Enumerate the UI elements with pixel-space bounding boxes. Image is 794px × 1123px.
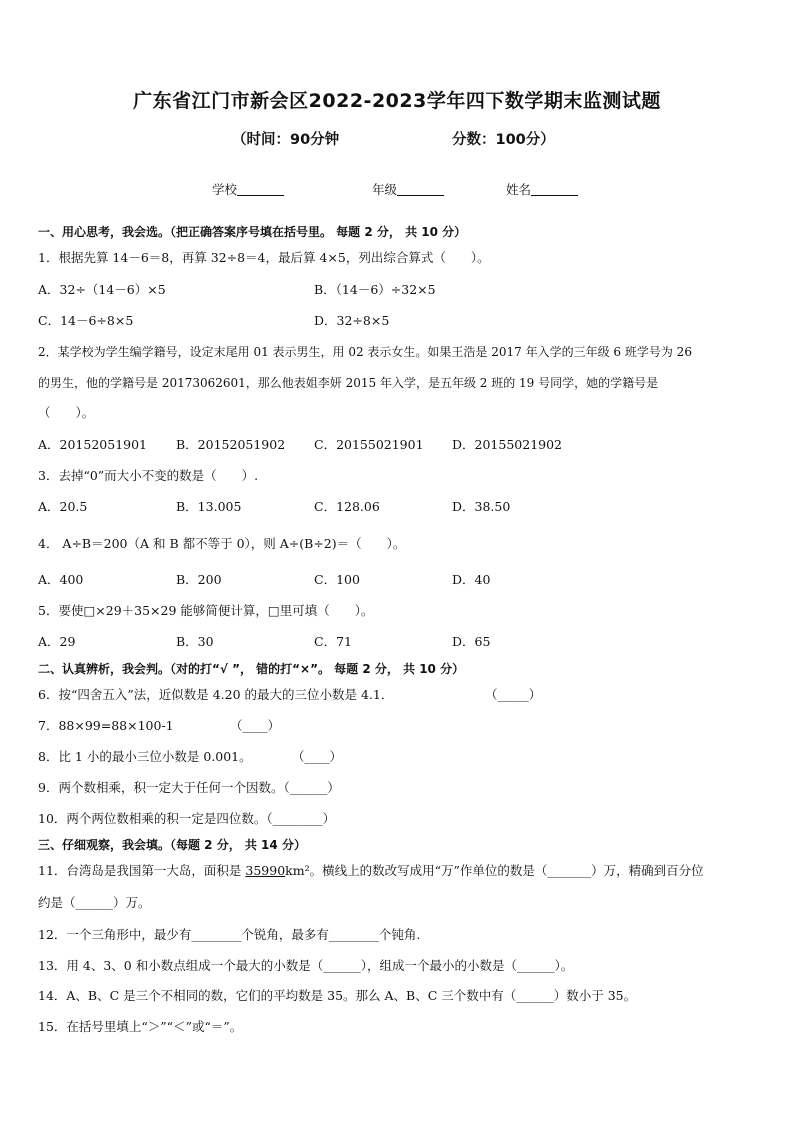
q2-option-d[interactable]: D．20155021902 [452,437,563,452]
q5-option-b[interactable]: B．30 [176,634,214,649]
section3-heading: 三、仔细观察，我会填。（每题 2 分， 共 14 分） [38,838,306,852]
time-label: （时间：90分钟 [232,132,340,148]
name-blank[interactable] [531,182,578,196]
q5-option-a[interactable]: A．29 [38,634,76,649]
q2-option-a[interactable]: A．20152051901 [38,437,148,452]
grade-field: 年级 [372,180,444,198]
name-field: 姓名 [506,180,578,198]
question-11-line2: 约是（______）万。 [38,895,151,910]
q7-answer-blank[interactable]: （____） [230,718,281,733]
question-15: 15．在括号里填上“＞”“＜”或“＝”。 [38,1019,243,1034]
question-2-line2: 的男生，他的学籍号是 20173062601，那么他表姐李妍 2015 年入学，是五年级 2 班的 19 号同学，她的学籍号是 [38,376,659,390]
question-11-line1: 11．台湾岛是我国第一大岛，面积是 35990km²。横线上的数改写成用“万”作单位的数是（_______）万，精确到百分位 [38,863,704,878]
exam-subtitle [0,128,794,152]
q1-option-d[interactable]: D．32÷8×5 [314,313,390,328]
school-blank[interactable] [237,182,284,196]
question-2-line3: （ ）。 [38,405,95,420]
question-12: 12．一个三角形中，最少有________个锐角，最多有________个钝角. [38,927,421,942]
exam-title: 广东省江门市新会区2022-2023学年四下数学期末监测试题 [133,90,661,112]
question-8: 8．比 1 小的最小三位小数是 0.001。 [38,749,252,764]
score-label: 分数：100分） [452,132,555,148]
q3-option-c[interactable]: C．128.06 [314,499,380,514]
question-2-line1: 2．某学校为学生编学籍号，设定末尾用 01 表示男生，用 02 表示女生。如果王浩是 2017 年入学的三年级 6 班学号为 26 [38,345,692,359]
question-9: 9．两个数相乘，积一定大于任何一个因数。（______） [38,780,340,795]
q6-answer-blank[interactable]: （_____） [485,687,542,702]
q11-underlined-number: 35990 [245,863,286,878]
q1-option-c[interactable]: C．14－6÷8×5 [38,313,134,328]
q4-option-d[interactable]: D．40 [452,572,491,587]
q4-option-b[interactable]: B．200 [176,572,222,587]
q2-option-c[interactable]: C．20155021901 [314,437,424,452]
q5-option-c[interactable]: C．71 [314,634,352,649]
question-4: 4． A÷B＝200（A 和 B 都不等于 0），则 A÷(B÷2)＝（ ）。 [38,536,406,551]
question-5: 5．要使□×29＋35×29 能够简便计算，□里可填（ ）。 [38,603,374,618]
q8-answer-blank[interactable]: （____） [292,749,343,764]
school-field: 学校 [212,180,284,198]
q5-option-d[interactable]: D．65 [452,634,491,649]
section1-heading: 一、用心思考，我会选。（把正确答案序号填在括号里。 每题 2 分， 共 10 分） [38,225,467,239]
q1-option-a[interactable]: A．32÷（14－6）×5 [38,282,166,297]
q1-option-b[interactable]: B．（14－6）÷32×5 [314,282,436,297]
q4-option-a[interactable]: A．400 [38,572,84,587]
grade-blank[interactable] [397,182,444,196]
question-3: 3．去掉“0”而大小不变的数是（ ）. [38,468,259,483]
q3-option-a[interactable]: A．20.5 [38,499,88,514]
q3-option-d[interactable]: D．38.50 [452,499,511,514]
section2-heading: 二、认真辨析，我会判。（对的打“√ ”， 错的打“×”。 每题 2 分， 共 10 分） [38,662,465,676]
question-6: 6．按“四舍五入”法，近似数是 4.20 的最大的三位小数是 4.1． [38,687,394,702]
question-10: 10．两个两位数相乘的积一定是四位数。（________） [38,811,336,826]
q2-option-b[interactable]: B．20152051902 [176,437,286,452]
question-14: 14．A、B、C 是三个不相同的数，它们的平均数是 35。那么 A、B、C 三个数中有（______）数小于 35。 [38,988,637,1003]
question-13: 13．用 4、3、0 和小数点组成一个最大的小数是（______），组成一个最小的小数是（______）。 [38,958,574,973]
question-1: 1．根据先算 14－6＝8，再算 32÷8＝4，最后算 4×5，列出综合算式（ ）。 [38,250,490,265]
q4-option-c[interactable]: C．100 [314,572,360,587]
question-7: 7．88×99=88×100-1 [38,718,174,733]
q3-option-b[interactable]: B．13.005 [176,499,242,514]
